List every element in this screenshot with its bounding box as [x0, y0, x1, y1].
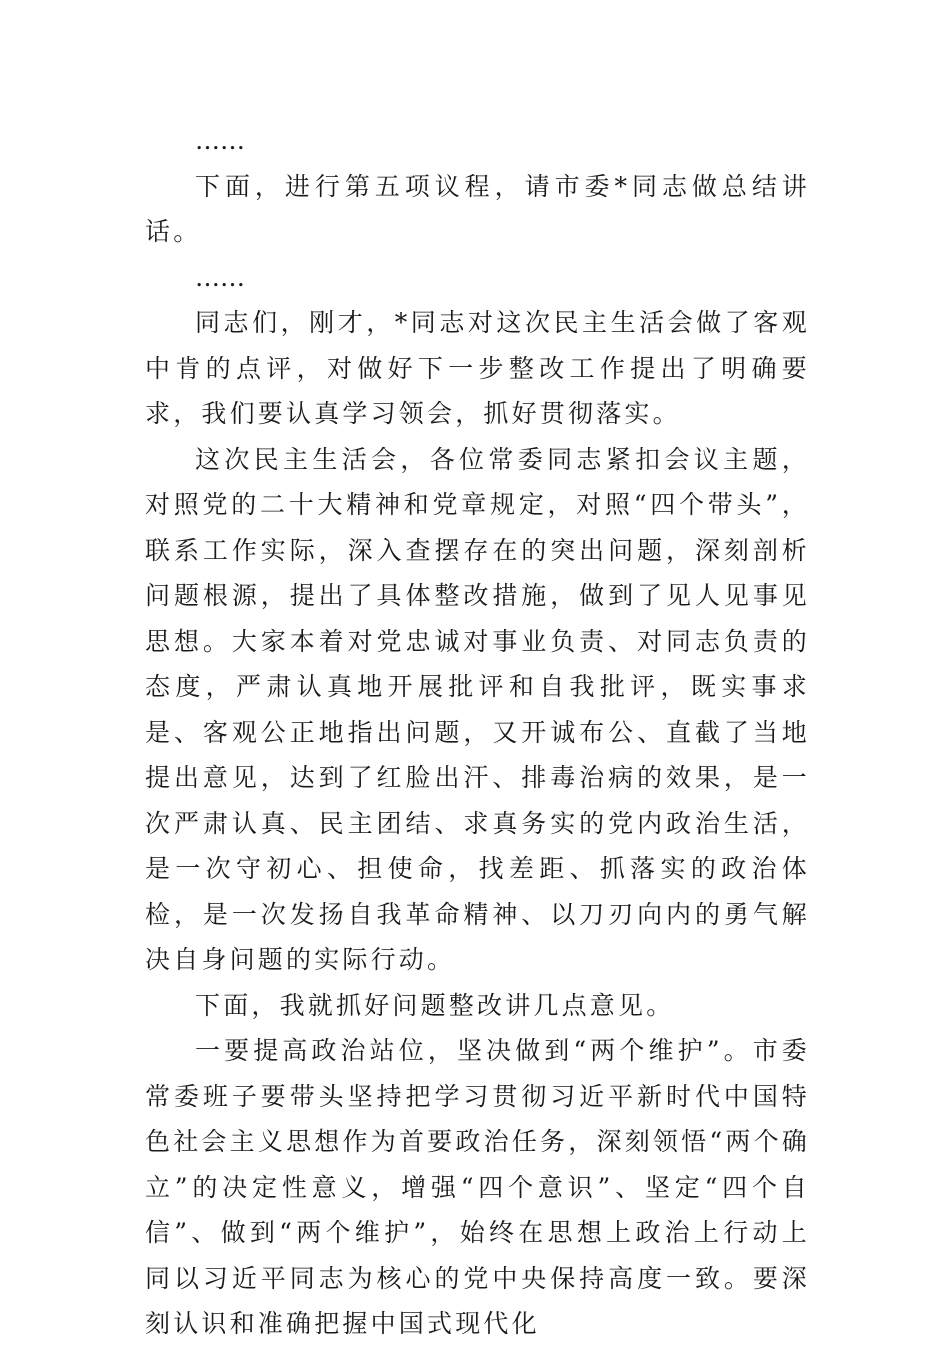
body-paragraph: 一要提高政治站位，坚决做到“两个维护”。市委常委班子要带头坚持把学习贯彻习近平新时代中国特色社会主义思想作为首要政治任务，深刻领悟“两个确立”的决定性意义，增强“四个意识”、坚定“四个自信”、做到“两个维护”，始终在思想上政治上行动上同以习近平同志为核心的党中央保持高度一致。要深刻认识和准确把握中国式现代化 — [145, 1036, 810, 1338]
body-paragraph: 下面，我就抓好问题整改讲几点意见。 — [195, 990, 675, 1020]
ellipsis-line: …… — [195, 262, 245, 292]
body-paragraph: 同志们，刚才，*同志对这次民主生活会做了客观中肯的点评，对做好下一步整改工作提出了明确要求，我们要认真学习领会，抓好贯彻落实。 — [145, 308, 810, 428]
body-paragraph: 这次民主生活会，各位常委同志紧扣会议主题，对照党的二十大精神和党章规定，对照“四个带头”，联系工作实际，深入查摆存在的突出问题，深刻剖析问题根源，提出了具体整改措施，做到了见人见事见思想。大家本着对党忠诚对事业负责、对同志负责的态度，严肃认真地开展批评和自我批评，既实事求是、客观公正地指出问题，又开诚布公、直截了当地提出意见，达到了红脸出汗、排毒治病的效果，是一次严肃认真、民主团结、求真务实的党内政治生活，是一次守初心、担使命，找差距、抓落实的政治体检，是一次发扬自我革命精神、以刀刃向内的勇气解决自身问题的实际行动。 — [145, 444, 810, 974]
document-page — [145, 118, 810, 1347]
ellipsis-line: …… — [195, 126, 245, 155]
agenda-paragraph: 下面，进行第五项议程，请市委*同志做总结讲话。 — [145, 171, 810, 246]
